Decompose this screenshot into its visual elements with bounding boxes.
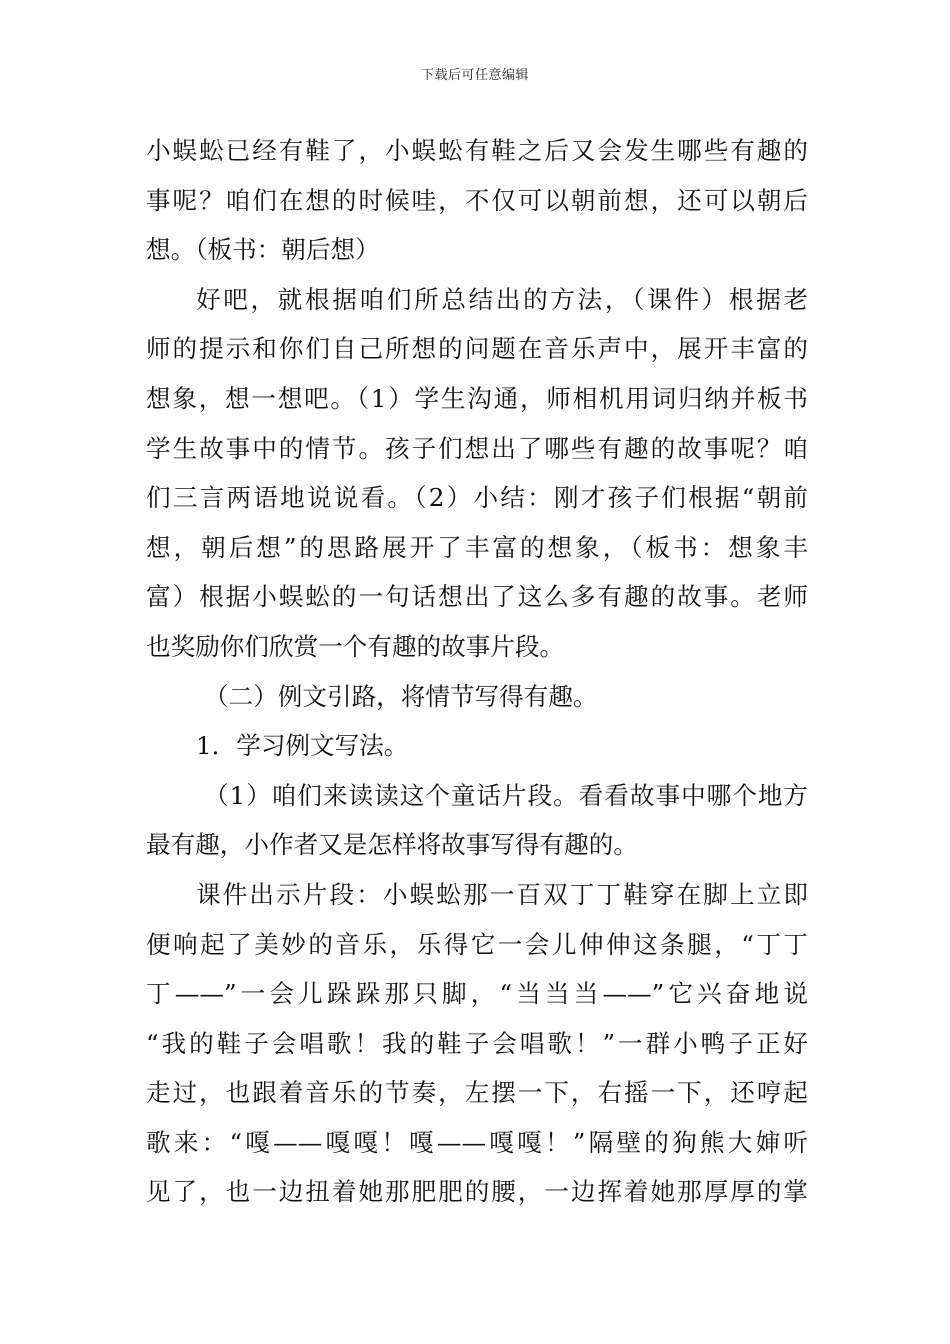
text-line: 想。（板书：朝后想） bbox=[146, 235, 380, 265]
text-line: 也奖励你们欣赏一个有趣的故事片段。 bbox=[146, 631, 565, 661]
text-line: 丁——”一会儿跺跺那只脚，“当当当——”它兴奋地说 bbox=[146, 979, 808, 1009]
paragraph-start-line: 课件出示片段：小蜈蚣那一百双丁丁鞋穿在脚上立即 bbox=[196, 879, 808, 909]
text-line: 富）根据小蜈蚣的一句话想出了这么多有趣的故事。老师 bbox=[146, 582, 808, 612]
section-heading: （二）例文引路，将情节写得有趣。 bbox=[204, 681, 598, 711]
text-line: 走过，也跟着音乐的节奏，左摆一下，右摇一下，还哼起 bbox=[146, 1078, 808, 1108]
text-line: 事呢？咱们在想的时候哇，不仅可以朝前想，还可以朝后 bbox=[146, 185, 808, 215]
paragraph-start-line: （1）咱们来读读这个童话片段。看看故事中哪个地方 bbox=[204, 780, 808, 810]
text-line: 最有趣，小作者又是怎样将故事写得有趣的。 bbox=[146, 830, 638, 860]
text-line: 见了，也一边扭着她那肥肥的腰，一边挥着她那厚厚的掌 bbox=[146, 1177, 808, 1207]
subsection-heading: 1．学习例文写法。 bbox=[196, 731, 409, 761]
text-line: 学生故事中的情节。孩子们想出了哪些有趣的故事呢？咱 bbox=[146, 433, 808, 463]
text-line: 小蜈蚣已经有鞋了，小蜈蚣有鞋之后又会发生哪些有趣的 bbox=[146, 136, 808, 165]
text-line: 想象，想一想吧。（1）学生沟通，师相机用词归纳并板书 bbox=[146, 383, 808, 413]
page-header: 下载后可任意编辑 bbox=[420, 68, 529, 83]
paragraph-start-line: 好吧，就根据咱们所总结出的方法，（课件）根据老 bbox=[196, 284, 808, 314]
text-line: 们三言两语地说说看。（2）小结：刚才孩子们根据“朝前 bbox=[146, 483, 808, 513]
text-line: 便响起了美妙的音乐，乐得它一会儿伸伸这条腿，“丁丁 bbox=[146, 929, 808, 959]
text-line: 想，朝后想”的思路展开了丰富的想象，（板书：想象丰 bbox=[146, 532, 808, 562]
text-line: 师的提示和你们自己所想的问题在音乐声中，展开丰富的 bbox=[146, 334, 808, 364]
text-line: “我的鞋子会唱歌！我的鞋子会唱歌！”一群小鸭子正好 bbox=[146, 1028, 808, 1058]
document-body bbox=[146, 126, 808, 1217]
text-line: 歌来：“嘎——嘎嘎！嘎——嘎嘎！”隔壁的狗熊大婶听 bbox=[146, 1127, 808, 1157]
